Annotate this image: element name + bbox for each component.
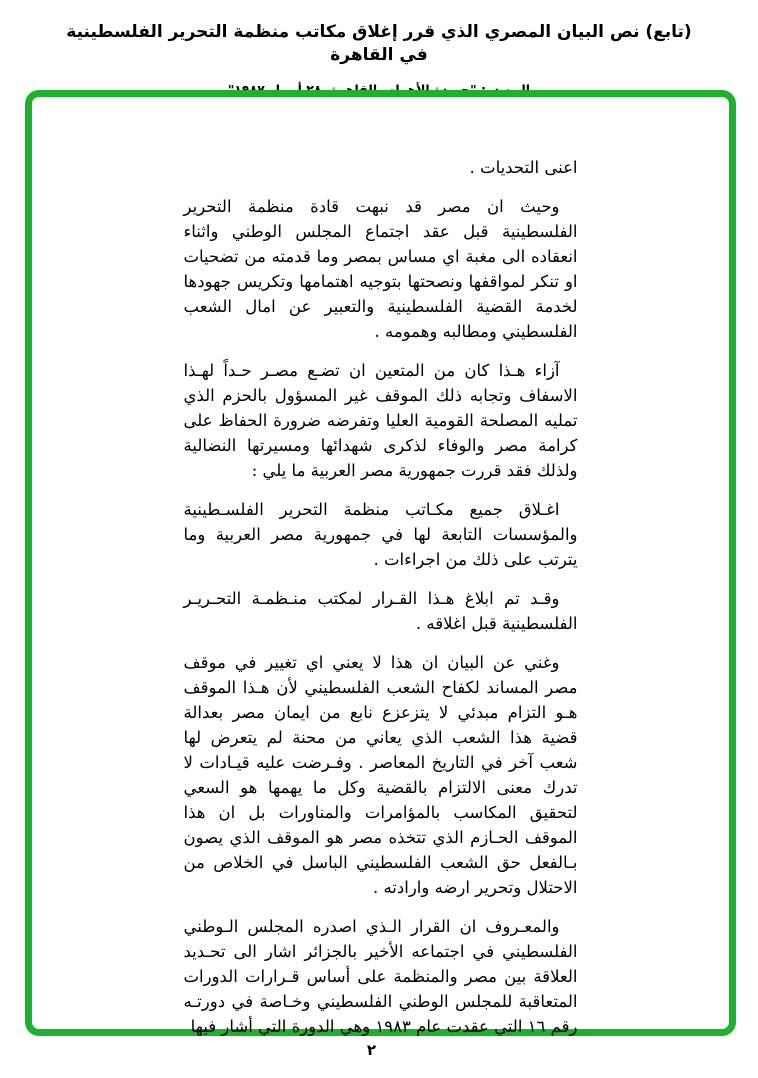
- paragraph: اغـلاق جميع مكـاتب منظمة التحرير الفلسـطينية والمؤسسات التابعة لها في جمهورية مصر العربية وما يترتب على ذلك من اجراءات .: [183, 500, 578, 569]
- page-title: (تابع) نص البيان المصري الذي قرر إغلاق مكاتب منظمة التحرير الفلسطينية في القاهرة: [66, 22, 692, 65]
- document-body: [184, 155, 578, 1039]
- paragraph: والمعـروف ان القرار الـذي اصدره المجلس الـوطني الفلسطيني في اجتماعه الأخير بالجزائر اشار الى تحـديد العلاقة بين مصر والمنظمة على أساس قـرارات الدورات المتعاقبة للمجلس الوطني الفلسطيني وخـاصة في دورتـه رقم ١٦ التي عقدت عام ١٩٨٣ وهي الدورة التي أشار فيها: [183, 917, 578, 1036]
- paragraph: آزاء هـذا كان من المتعين ان تضـع مصـر حـداً لهـذا الاسفاف وتجابه ذلك الموقف غير المسؤول بالحزم الذي تمليه المصلحة القومية العليا وتفرضه ضرورة الحفاظ على كرامة مصر والوفاء لذكرى شهدائها ومسيرتها النضالية ولذلك فقد قررت جمهورية مصر العربية ما يلي :: [183, 361, 578, 480]
- page-number: ٢: [366, 1041, 377, 1059]
- document-frame: [25, 90, 736, 1036]
- paragraph: وغني عن البيان ان هذا لا يعني اي تغيير في موقف مصر المساند لكفاح الشعب الفلسطيني لأن هـذا الموقف هـو التزام مبدئي لا يتزعزع نابع من ايمان مصر بعدالة قضية هذا الشعب الذي يعاني من محنة لم يتعرض لها شعب آخر في التاريخ المعاصر . وفـرضت عليه قيـادات لا تدرك معنى الالتزام بالقضية وكل ما يهمها هو السعي لتحقيق المكاسب بالمؤامرات والمناورات بل ان هذا الموقف الحـازم الذي تتخذه مصر هو الموقف الذي يصون بـالفعل حق الشعب الفلسطيني الباسل في الخلاص من الاحتلال وتحرير ارضه وارادته .: [183, 653, 578, 897]
- paragraph-continuation: اعنى التحديات .: [469, 158, 578, 177]
- paragraph: وحيث ان مصر قد نبهت قادة منظمة التحرير الفلسطينية قبل عقد اجتماع المجلس الوطني واثناء انعقاده الى مغبة اي مساس بمصر وما قدمته من تضحيات او تنكر لمواقفها ونصحتها بتوجيه اهتمامها وتكريس جهودها لخدمة القضية الفلسطينية والتعبير عن امال الشعب الفلسطيني ومطالبه وهمومه .: [183, 197, 578, 341]
- page-header: [0, 0, 758, 97]
- paragraph: وقـد تم ابلاغ هـذا القـرار لمكتب منـظمـة التحـريـر الفلسطينية قبل اغلاقه .: [183, 589, 578, 633]
